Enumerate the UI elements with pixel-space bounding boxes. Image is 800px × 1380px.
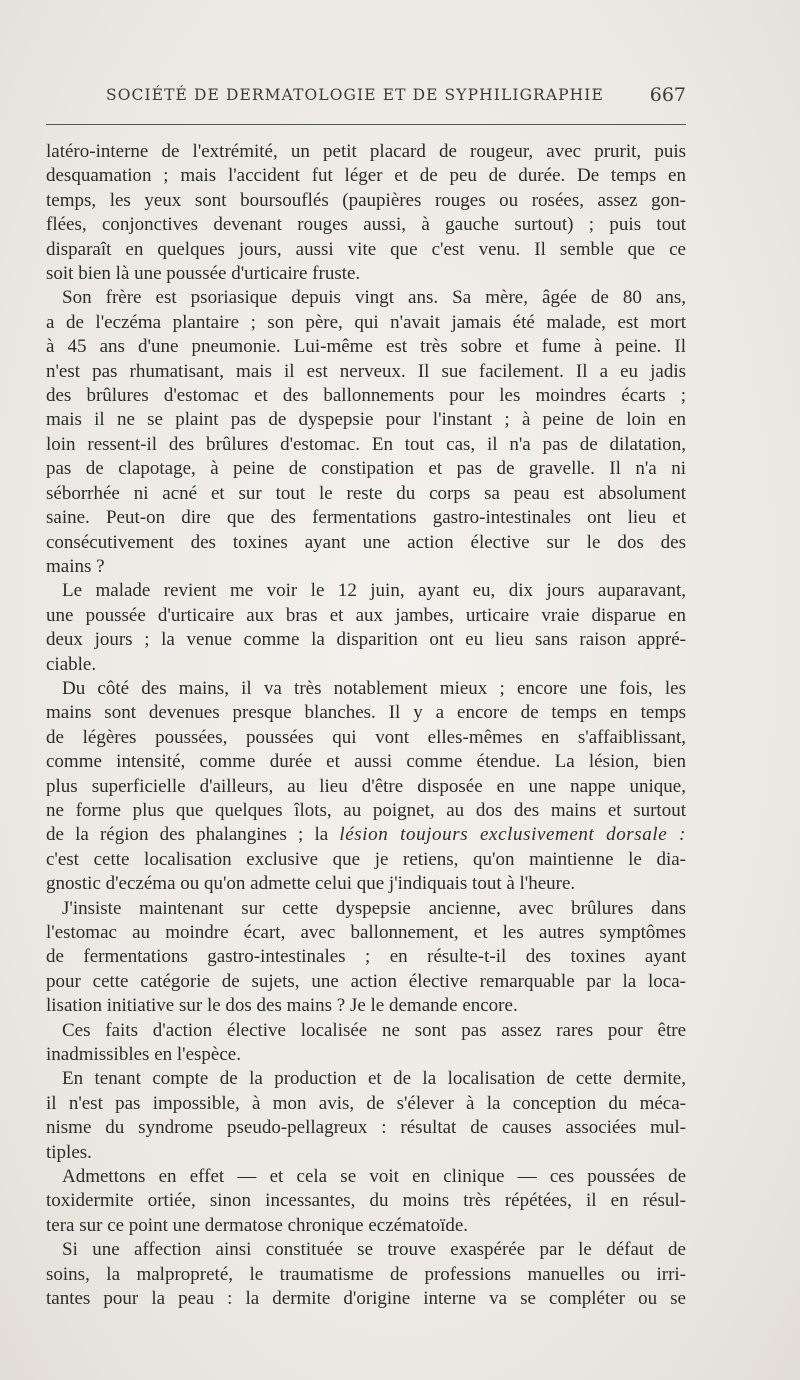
- text-line: comme intensité, comme durée et aussi comme étendue. La lésion, bien: [46, 751, 686, 773]
- text-line: il n'est pas impossible, à mon avis, de s'élever à la conception du méca-: [46, 1092, 686, 1114]
- text-line: disparaît en quelques jours, aussi vite que c'est venu. Il semble que ce: [46, 238, 686, 260]
- text-line: pour cette catégorie de sujets, une action élective remarquable par la loca-: [46, 970, 686, 992]
- text-line: c'est cette localisation exclusive que je retiens, qu'on maintienne le dia-: [46, 848, 686, 870]
- text-line: n'est pas rhumatisant, mais il est nerveux. Il sue facilement. Il a eu jadis: [46, 360, 686, 382]
- text-line: ciable.: [46, 653, 97, 675]
- text-line: Son frère est psoriasique depuis vingt ans. Sa mère, âgée de 80 ans,: [62, 287, 686, 309]
- text-line: tiples.: [46, 1141, 92, 1163]
- text-line: plus superficielle d'ailleurs, au lieu d'être disposée en une nappe unique,: [46, 775, 686, 797]
- text-line: inadmissibles en l'espèce.: [46, 1044, 241, 1066]
- body-text: [46, 140, 686, 1312]
- text-line: mains ?: [46, 555, 105, 577]
- text-line: temps, les yeux sont boursouflés (paupières rouges ou rosées, assez gon-: [46, 189, 686, 211]
- text-segment: de la région des phalangines ; la: [46, 824, 329, 846]
- text-line: J'insiste maintenant sur cette dyspepsie ancienne, avec brûlures dans: [62, 897, 686, 919]
- text-line: latéro-interne de l'extrémité, un petit placard de rougeur, avec prurit, puis: [46, 141, 686, 162]
- text-line: soit bien là une poussée d'urticaire fruste.: [46, 263, 361, 285]
- text-line: tera sur ce point une dermatose chronique eczématoïde.: [46, 1214, 469, 1236]
- text-line: mais il ne se plaint pas de dyspepsie pour l'instant ; à peine de loin en: [46, 409, 686, 431]
- text-line: Ces faits d'action élective localisée ne sont pas assez rares pour être: [62, 1019, 686, 1041]
- text-line: saine. Peut-on dire que des fermentations gastro-intestinales ont lieu et: [46, 507, 686, 529]
- text-line: consécutivement des toxines ayant une action élective sur le dos des: [46, 531, 686, 553]
- text-line: soins, la malpropreté, le traumatisme de professions manuelles ou irri-: [46, 1263, 686, 1285]
- text-line: a de l'eczéma plantaire ; son père, qui n'avait jamais été malade, est mort: [46, 311, 686, 333]
- running-title: SOCIÉTÉ DE DERMATOLOGIE ET DE SYPHILIGRAPHIE: [106, 86, 604, 104]
- text-line: nisme du syndrome pseudo-pellagreux : résultat de causes associées mul-: [46, 1117, 686, 1139]
- text-line: loin ressent-il des brûlures d'estomac. En tout cas, il n'a pas de dilatation,: [46, 433, 686, 455]
- text-line: gnostic d'eczéma ou qu'on admette celui que j'indiquais tout à l'heure.: [46, 873, 576, 895]
- text-line: En tenant compte de la production et de la localisation de cette dermite,: [62, 1068, 686, 1090]
- text-line: toxidermite ortiée, sinon incessantes, du moins très répétées, il en résul-: [46, 1190, 686, 1212]
- text-line: mains sont devenues presque blanches. Il y a encore de temps en temps: [46, 702, 686, 724]
- text-line: l'estomac au moindre écart, avec ballonnement, et les autres symptômes: [46, 922, 686, 943]
- text-line: séborrhée ni acné et sur tout le reste du corps sa peau est absolument: [46, 482, 686, 504]
- text-line: pas de clapotage, à peine de constipation et pas de gravelle. Il n'a ni: [46, 458, 686, 480]
- page-header: [46, 84, 686, 114]
- text-line: Admettons en effet — et cela se voit en clinique — ces poussées de: [62, 1166, 686, 1188]
- header-rule: [46, 124, 686, 125]
- text-line: de légères poussées, poussées qui vont elles-mêmes en s'affaiblissant,: [46, 726, 686, 748]
- text-line: flées, conjonctives devenant rouges aussi, à gauche surtout) ; puis tout: [46, 214, 686, 236]
- text-line: tantes pour la peau : la dermite d'origine interne va se compléter ou se: [46, 1288, 686, 1310]
- text-line: des brûlures d'estomac et des ballonnements pour les moindres écarts ;: [46, 385, 686, 407]
- text-line: Si une affection ainsi constituée se trouve exaspérée par le défaut de: [62, 1239, 686, 1261]
- text-line: desquamation ; mais l'accident fut léger et de peu de durée. De temps en: [46, 165, 686, 187]
- text-line: deux jours ; la venue comme la disparition ont eu lieu sans raison appré-: [46, 629, 686, 651]
- emphasized-text: lésion toujours exclusivement dorsale :: [339, 824, 686, 846]
- text-line: Le malade revient me voir le 12 juin, ayant eu, dix jours auparavant,: [62, 580, 686, 602]
- text-line: Du côté des mains, il va très notablement mieux ; encore une fois, les: [62, 677, 686, 699]
- text-line: à 45 ans d'une pneumonie. Lui-même est très sobre et fume à peine. Il: [46, 336, 686, 358]
- text-line: ne forme plus que quelques îlots, au poignet, au dos des mains et surtout: [46, 799, 686, 821]
- text-line: de fermentations gastro-intestinales ; en résulte-t-il des toxines ayant: [46, 946, 686, 968]
- text-line: une poussée d'urticaire aux bras et aux jambes, urticaire vraie disparue en: [46, 604, 686, 626]
- text-line-mixed: [46, 823, 686, 847]
- page-number: 667: [649, 84, 686, 106]
- text-line: lisation initiative sur le dos des mains ? Je le demande encore.: [46, 995, 518, 1017]
